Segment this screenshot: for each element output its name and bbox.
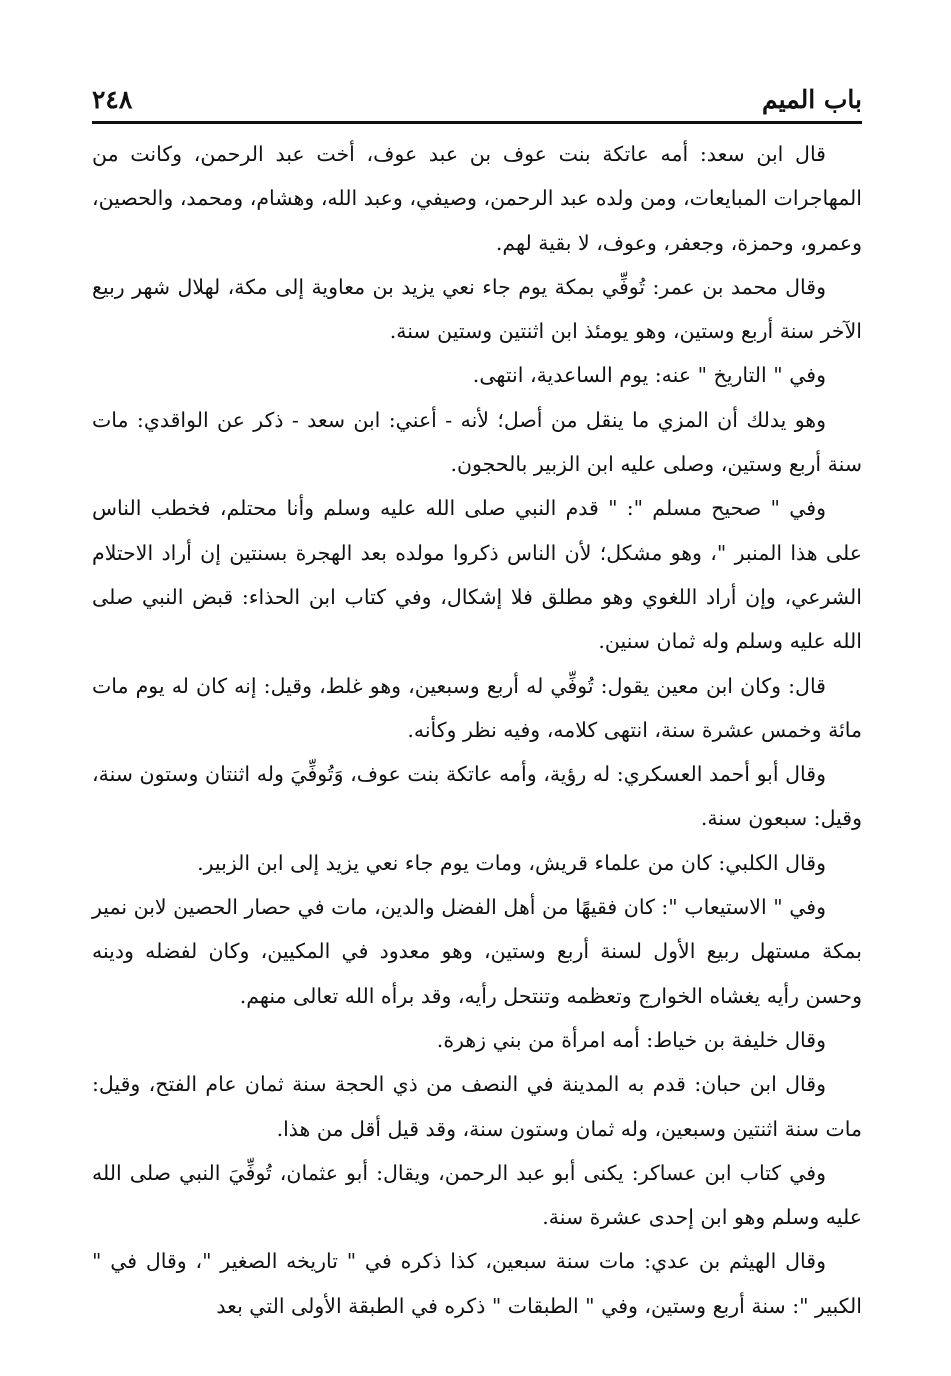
body-text xyxy=(92,132,862,1328)
paragraph: وهو يدلك أن المزي ما ينقل من أصل؛ لأنه - أعني: ابن سعد - ذكر عن الواقدي: مات سنة أربع وستين، وصلى عليه ابن الزبير بالحجون. xyxy=(92,407,862,477)
paragraph: وقال ابن حبان: قدم به المدينة في النصف من ذي الحجة سنة ثمان عام الفتح، وقيل: مات سنة اثنتين وسبعين، وله ثمان وستون سنة، وقد قيل أقل من هذا. xyxy=(92,1072,862,1141)
paragraph: وقال الكلبي: كان من علماء قريش، ومات يوم جاء نعي يزيد إلى ابن الزبير. xyxy=(197,850,826,875)
header-divider xyxy=(92,121,862,124)
paragraph: وقال محمد بن عمر: تُوفِّي بمكة يوم جاء نعي يزيد بن معاوية إلى مكة، لهلال شهر ربيع الآخر سنة أربع وستين، وهو يومئذ ابن اثنتين وستين سنة. xyxy=(92,274,862,344)
paragraph: قال: وكان ابن معين يقول: تُوفِّي له أربع وسبعين، وهو غلط، وقيل: إنه كان له يوم مات مائة وخمس عشرة سنة، انتهى كلامه، وفيه نظر وكأنه. xyxy=(92,673,862,742)
paragraph: وفي " صحيح مسلم ": " قدم النبي صلى الله عليه وسلم وأنا محتلم، فخطب الناس على هذا المنبر "، وهو مشكل؛ لأن الناس ذكروا مولده بعد الهجرة بسنتين إن أراد الاحتلام الشرعي، وإن أراد اللغوي وهو مطلق فلا إشكال، وفي كتاب ابن الحذاء: قبض النبي صلى الله عليه وسلم وله ثمان سنين. xyxy=(92,496,862,654)
paragraph: وقال الهيثم بن عدي: مات سنة سبعين، كذا ذكره في " تاريخه الصغير "، وقال في " الكبير ": سنة أربع وستين، وفي " الطبقات " ذكره في الطبقة الأولى التي بعد xyxy=(92,1249,862,1318)
page-header xyxy=(92,84,862,120)
page-number: ٢٤٨ xyxy=(92,85,133,114)
paragraph: وفي " الاستيعاب ": كان فقيهًا من أهل الفضل والدين، مات في حصار الحصين لابن نمير بمكة مستهل ربيع الأول لسنة أربع وستين، وهو معدود في المكيين، وكان لفضله ودينه وحسن رأيه يغشاه الخوارج وتعظمه وتنتحل رأيه، وقد برأه الله تعالى منهم. xyxy=(92,895,862,1008)
paragraph: وفي " التاريخ " عنه: يوم الساعدية، انتهى. xyxy=(472,363,826,388)
paragraph: وفي كتاب ابن عساكر: يكنى أبو عبد الرحمن، ويقال: أبو عثمان، تُوفِّيَ النبي صلى الله عليه وسلم وهو ابن إحدى عشرة سنة. xyxy=(92,1160,862,1230)
paragraph: وقال أبو أحمد العسكري: له رؤية، وأمه عاتكة بنت عوف، وَتُوفِّيَ وله اثنتان وستون سنة، وقيل: سبعون سنة. xyxy=(92,762,862,831)
chapter-title: باب الميم xyxy=(761,85,862,114)
paragraph: قال ابن سعد: أمه عاتكة بنت عوف بن عبد عوف، أخت عبد الرحمن، وكانت من المهاجرات المبايعات، ومن ولده عبد الرحمن، وصيفي، وعبد الله، وهشام، ومحمد، والحصين، وعمرو، وحمزة، وجعفر، وعوف، لا بقية لهم. xyxy=(92,142,862,255)
paragraph: وقال خليفة بن خياط: أمه امرأة من بني زهرة. xyxy=(436,1027,826,1052)
